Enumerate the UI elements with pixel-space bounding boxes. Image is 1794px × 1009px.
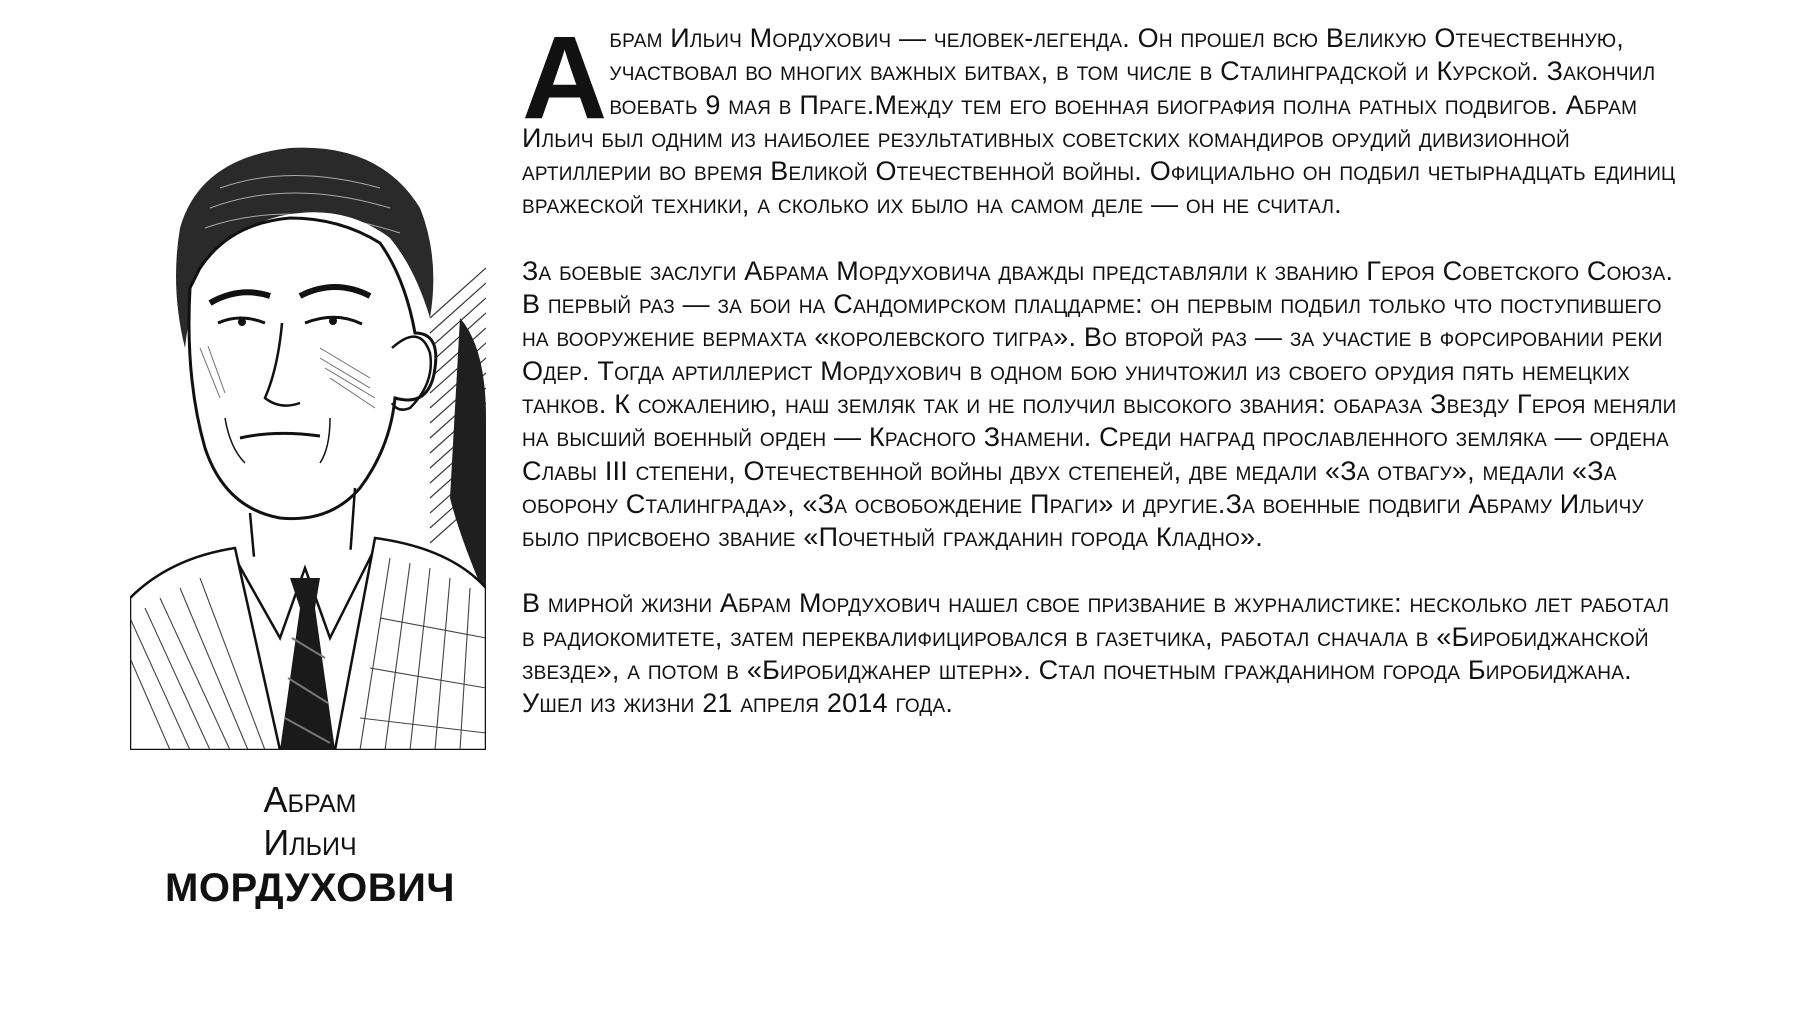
portrait-ink-sketch-icon <box>130 118 486 750</box>
caption-first-name: Абрам <box>263 779 357 820</box>
article-paragraph-2: За боевые заслуги Абрама Мордуховича дважды представляли к званию Героя Советского Союза. В первый раз — за бои на Сандомирском плацдарме: он первым подбил только что поступившего на вооружение вермахта «королевского тигра». Во второй раз — за участие в форсировании реки Одер. Тогда артиллерист Мордухович в одном бою уничтожил из своего орудия пять немецких танков. К сожалению, наш земляк так и не получил высокого звания: обараза Звезду Героя меняли на высший военный орден — Красного Знамени. Среди наград прославленного земляка — ордена Славы III степени, Отечественной войны двух степеней, две медали «За отвагу», медали «За оборону Сталинграда», «За освобождение Праги» и другие.За военные подвиги Абраму Ильичу было присвоено звание «Почетный гражданин города Кладно». <box>522 255 1677 553</box>
article-paragraph-3: В мирной жизни Абрам Мордухович нашел свое призвание в журналистике: несколько лет работал в радиокомитете, затем переквалифицировался в газетчика, работал сначала в «Биробиджанской звезде», а потом в «Биробиджанер штерн». Стал почетным гражданином города Биробиджана. Ушел из жизни 21 апреля 2014 года. <box>522 588 1670 719</box>
paragraph-1-text: брам Ильич Мордухович — человек-легенда. Он прошел всю Великую Отечественную, участвовал во многих важных битвах, в том числе в Сталинградской и Курской. Закончил воевать 9 мая в Праге.Между тем его военная биография полна ратных подвигов. Абрам Ильич был одним из наиболее результативных советских командиров орудий дивизионной артиллерии во время Великой Отечественной войны. Официально он подбил четырнадцать единиц вражеской техники, а сколько их было на самом деле — он не считал. <box>522 23 1676 220</box>
portrait-image <box>130 118 486 750</box>
article-paragraph-1 <box>522 12 1682 222</box>
portrait-caption <box>120 778 500 912</box>
drop-cap: А <box>522 12 608 144</box>
article-body <box>522 12 1682 754</box>
caption-surname: МОРДУХОВИЧ <box>165 866 455 911</box>
caption-patronymic: Ильич <box>263 822 357 864</box>
